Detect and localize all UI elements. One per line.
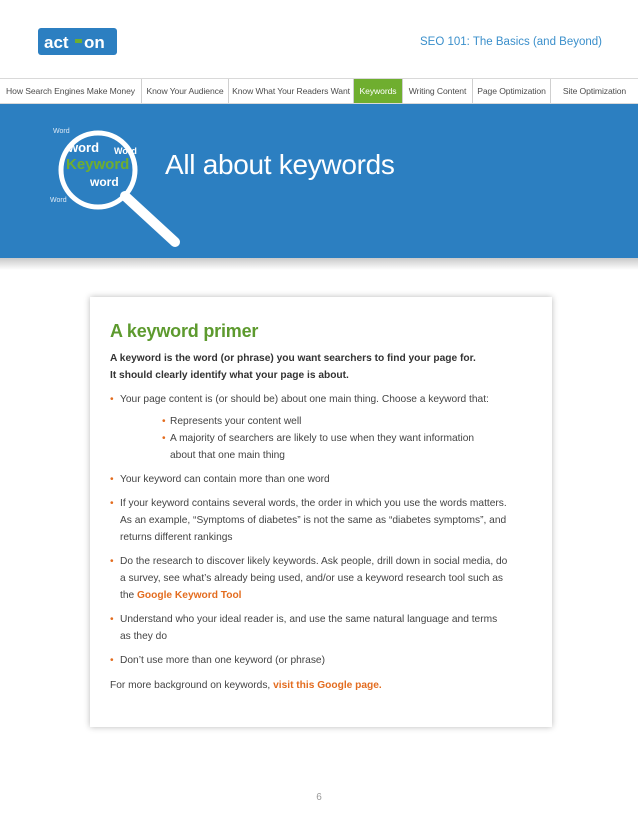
illustration-word-3: Word (114, 146, 137, 156)
nav-page-optimization[interactable]: Page Optimization (473, 79, 551, 103)
bullet-word-order-line-2: As an example, “Symptoms of diabetes” is not the same as “diabetes symptoms”, and (120, 515, 507, 526)
nav-know-your-audience[interactable]: Know Your Audience (142, 79, 229, 103)
keyword-primer-card (90, 297, 552, 727)
bullet-ideal-reader-line-1: Understand who your ideal reader is, and use the same natural language and terms (120, 614, 498, 625)
illustration-word-5: word (90, 175, 119, 189)
document-title: SEO 101: The Basics (and Beyond) (420, 36, 602, 48)
bullet-research-prefix: the (120, 590, 137, 601)
act-on-logo[interactable] (38, 28, 117, 55)
nav-keywords[interactable]: Keywords (354, 79, 403, 103)
sub-bullet-majority-line-1: A majority of searchers are likely to use when they want information (170, 433, 475, 444)
bullet-main-thing-text: Your page content is (or should be) about one main thing. Choose a keyword that: (120, 394, 489, 405)
bullet-ideal-reader (110, 611, 540, 645)
google-page-link[interactable]: visit this Google page. (273, 680, 382, 691)
logo-text-left: act (44, 33, 69, 52)
sub-bullet-majority-line-2: about that one main thing (170, 450, 285, 461)
intro-line-2: It should clearly identify what your page is about. (110, 370, 349, 381)
bullet-ideal-reader-line-2: as they do (120, 631, 168, 642)
illustration-keyword: Keyword (66, 156, 130, 173)
bullet-word-order-line-3: returns different rankings (120, 532, 233, 543)
bullet-main-thing (110, 391, 540, 408)
sub-bullet-list (162, 413, 540, 464)
bullet-word-order-line-1: If your keyword contains several words, the order in which you use the words matters. (120, 498, 507, 509)
nav-site-optimization[interactable]: Site Optimization (562, 86, 627, 96)
nav-writing-content[interactable]: Writing Content (403, 79, 473, 103)
bullet-research (110, 553, 540, 604)
nav-how-search-engines-make-money[interactable]: How Search Engines Make Money (0, 79, 142, 103)
bullet-word-order (110, 495, 540, 546)
sub-bullet-majority (162, 430, 540, 464)
illustration-word-2: word (68, 140, 100, 155)
magnifier-keyword-icon (40, 120, 190, 250)
intro-line-1: A keyword is the word (or phrase) you want searchers to find your page for. (110, 353, 476, 364)
logo-hyphen (75, 39, 82, 43)
banner-title: All about keywords (165, 149, 395, 180)
primer-title: A keyword primer (110, 321, 259, 341)
nav-know-what-your-readers-want[interactable]: Know What Your Readers Want (229, 79, 354, 103)
section-nav (0, 78, 638, 104)
closing-line (110, 677, 540, 694)
bullet-research-line-2: a survey, see what’s already being used, and/or use a keyword research tool such as (120, 573, 504, 584)
sub-bullet-represents: • Represents your content well (162, 413, 540, 430)
closing-text: For more background on keywords, (110, 680, 274, 691)
bullet-multiple-words: • Your keyword can contain more than one word (110, 471, 540, 488)
bullet-one-keyword: • Don’t use more than one keyword (or phrase) (110, 652, 540, 669)
page-number: 6 (316, 792, 322, 803)
logo-text-right: on (84, 33, 105, 52)
illustration-word-6: Word (50, 197, 67, 204)
google-keyword-tool-link[interactable]: Google Keyword Tool (137, 590, 242, 601)
illustration-word-1: Word (53, 128, 70, 135)
bullet-research-line-1: Do the research to discover likely keywords. Ask people, drill down in social media, do (120, 556, 508, 567)
banner-shadow (0, 258, 638, 270)
